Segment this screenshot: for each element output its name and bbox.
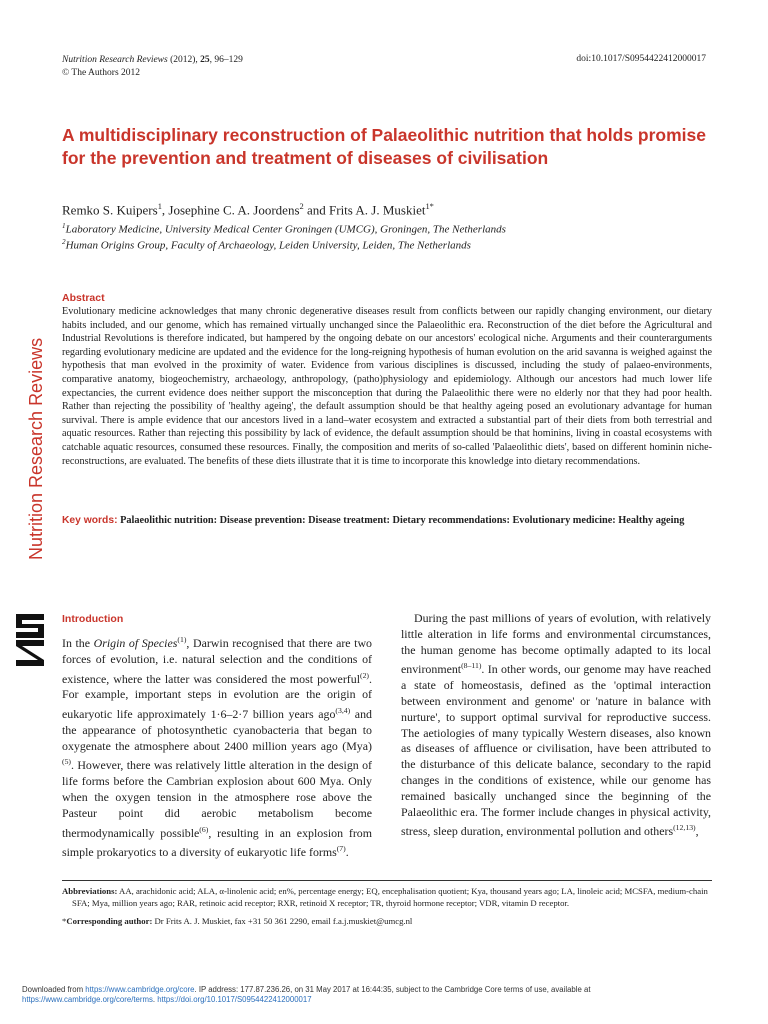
journal-citation [62, 54, 243, 80]
author-affil-mark: 2 [299, 201, 304, 211]
doi-link[interactable]: https://doi.org/10.1017/S0954422412000017 [157, 995, 312, 1004]
citation-pages: , 96–129 [209, 55, 243, 65]
body-text: , Darwin recognised that there are two forces of evolution, i.e. natural selection and the conditions of existence, where the latter was considered the most powerful [62, 635, 373, 686]
author-affil-mark: 1 [157, 201, 162, 211]
author-separator: , [161, 202, 169, 218]
journal-name: Nutrition Research Reviews [62, 55, 168, 65]
abbreviations [62, 885, 712, 909]
citation-ref: (8–11) [461, 661, 482, 671]
abbreviations-text: AA, arachidonic acid; ALA, α-linolenic acid; en%, percentage energy; EQ, encephalisation quotient; Kya, thousand years ago; LA, linoleic acid; MCSFA, medium-chain SFA; Mya, million years ago; RAR, retinoic acid receptor; RXR, retinoid X receptor; TR, thyroid hormone receptor; VDR, vitamin D receptor. [72, 886, 708, 908]
abbreviations-label: Abbreviations: [62, 886, 118, 896]
citation-year: (2012), [167, 55, 201, 65]
copyright: © The Authors 2012 [62, 68, 141, 78]
citation-ref: (7) [336, 844, 346, 854]
article-title: A multidisciplinary reconstruction of Palaeolithic nutrition that holds promise for the prevention and treatment of diseases of civilisation [62, 125, 707, 168]
download-notice [22, 985, 762, 1005]
corresponding-author [62, 915, 712, 927]
corr-label: Corresponding author: [66, 916, 153, 926]
keywords-text: Palaeolithic nutrition: Disease prevention: Disease treatment: Dietary recommendations: Evolutionary medicine: Healthy ageing [117, 515, 685, 526]
author-name: Josephine C. A. Joordens [168, 202, 300, 218]
download-text: . IP address: 177.87.236.26, on 31 May 2017 at 16:44:35, subject to the Cambridge Core terms of use, available at [194, 985, 591, 994]
affiliation-text: Human Origins Group, Faculty of Archaeology, Leiden University, Leiden, The Netherlands [65, 239, 471, 252]
body-text: . [345, 845, 349, 860]
author-name: Frits A. J. Muskiet [329, 202, 426, 218]
affiliation [62, 238, 471, 252]
citation-ref: (3,4) [335, 706, 351, 716]
section-heading-introduction: Introduction [62, 613, 124, 625]
body-text: . However, there was relatively little alteration in the design of life forms before the Cambrian explosion about 600 Mya. Only when the oxygen tension in the atmosphere rose above the Pasteur point did aerobic metabolism become thermodynamically possible [62, 758, 372, 840]
download-text: . [152, 995, 158, 1004]
abstract-text: Evolutionary medicine acknowledges that many chronic degenerative diseases result from conflicts between our rapidly changing environment, our dietary habits included, and our genome, which has remained virtually unchanged since the Palaeolithic era. Reconstruction of the diet before the Agricultural and Industrial Revolutions is therefore indicated, but hampered by the ongoing debate on our ancestors' ecological niche. Arguments and their counterarguments regarding evolutionary medicine are updated and the evidence for the long-reigning hypothesis of human evolution on the arid savanna is weighed against the hypothesis that man evolved in the proximity of water. Evidence from various disciplines is discussed, including the study of palaeo-environments, comparative anatomy, biogeochemistry, archaeology, anthropology, (patho)physiology and epidemiology. Although our ancestors had much lower life expectancies, the current evidence does neither support the misconception that during the Palaeolithic there were no elderly nor that they had poor health. Rather than rejecting the possibility of 'healthy ageing', the default assumption should be that healthy ageing posed an evolutionary advantage for human survival. There is ample evidence that our ancestors lived in a land–water ecosystem and extracted a substantial part of their diets from both terrestrial and aquatic resources. Rather than rejecting this possibility by lack of evidence, the default assumption should be that hominins, living in coastal ecosystems with catchable aquatic resources, consumed these resources. Finally, the composition and merits of so-called 'Palaeolithic diets', based on different hominin niche-reconstructions, are evaluated. The benefits of these diets illustrate that it is time to incorporate this knowledge into dietary recommendations. [62, 306, 712, 467]
intro-left-column [62, 632, 372, 861]
intro-right-column [401, 611, 711, 840]
citation-ref: (12,13) [673, 823, 696, 833]
affiliation-number: 1 [62, 222, 66, 230]
footnotes [62, 880, 712, 927]
citation-ref: (5) [62, 757, 72, 767]
author-list [62, 201, 434, 218]
keywords-label: Key words: [62, 515, 118, 526]
citation-volume: 25 [200, 55, 210, 65]
body-text: During the past millions of years of evolution, with relatively little alteration in life forms and environmental circumstances, the human genome has become optimally adapted to its local environment [401, 611, 711, 677]
body-text: , [695, 824, 699, 839]
cambridge-core-link[interactable]: https://www.cambridge.org/core [85, 985, 195, 994]
body-text: In the [62, 635, 94, 650]
corr-marker: * [62, 916, 67, 926]
corr-text: Dr Frits A. J. Muskiet, fax +31 50 361 2290, email f.a.j.muskiet@umcg.nl [152, 916, 413, 926]
book-title: Origin of Species [93, 635, 178, 650]
terms-link[interactable]: https://www.cambridge.org/core/terms [22, 995, 153, 1004]
affiliation-text: Laboratory Medicine, University Medical Center Groningen (UMCG), Groningen, The Netherlands [65, 223, 506, 236]
affiliation-number: 2 [62, 238, 66, 246]
citation-ref: (1) [177, 635, 187, 644]
side-journal-label: Nutrition Research Reviews [26, 337, 46, 560]
body-text: and the appearance of photosynthetic cyanobacteria that began to oxygenate the atmosphere about 2400 million years ago (Mya) [62, 707, 372, 753]
journal-logo-icon [10, 610, 50, 666]
abstract-heading: Abstract [62, 292, 105, 304]
author-affil-mark: 1* [425, 201, 434, 211]
author-name: Remko S. Kuipers [62, 202, 158, 218]
body-text: , resulting in an explosion from simple prokaryotics to a diversity of eukaryotic life forms [62, 825, 372, 860]
citation-ref: (6) [199, 824, 209, 834]
keywords [62, 514, 712, 528]
download-text: Downloaded from [22, 985, 86, 994]
author-separator: and [303, 202, 330, 218]
body-text: . In other words, our genome may have reached a state of homeostasis, defined as the 'optimal interaction between environment and genome' or 'nature in balance with nurture', to support optimal survival for reproductive success. The aetiologies of many typically Western diseases, also known as diseases of affluence or civilisation, have been attributed to the disturbance of this delicate balance, secondary to the rapid changes in the conditions of existence, while our genome has remained basically unchanged since the beginning of the Palaeolithic era. The former include changes in physical activity, stress, sleep duration, environmental pollution and others [401, 662, 711, 839]
body-text: . For example, important steps in evolution are the origin of eukaryotic life approximately 1·6–2·7 billion years ago [62, 671, 372, 722]
affiliation [62, 222, 506, 236]
citation-ref: (2) [360, 670, 370, 680]
doi: doi:10.1017/S0954422412000017 [576, 54, 706, 64]
